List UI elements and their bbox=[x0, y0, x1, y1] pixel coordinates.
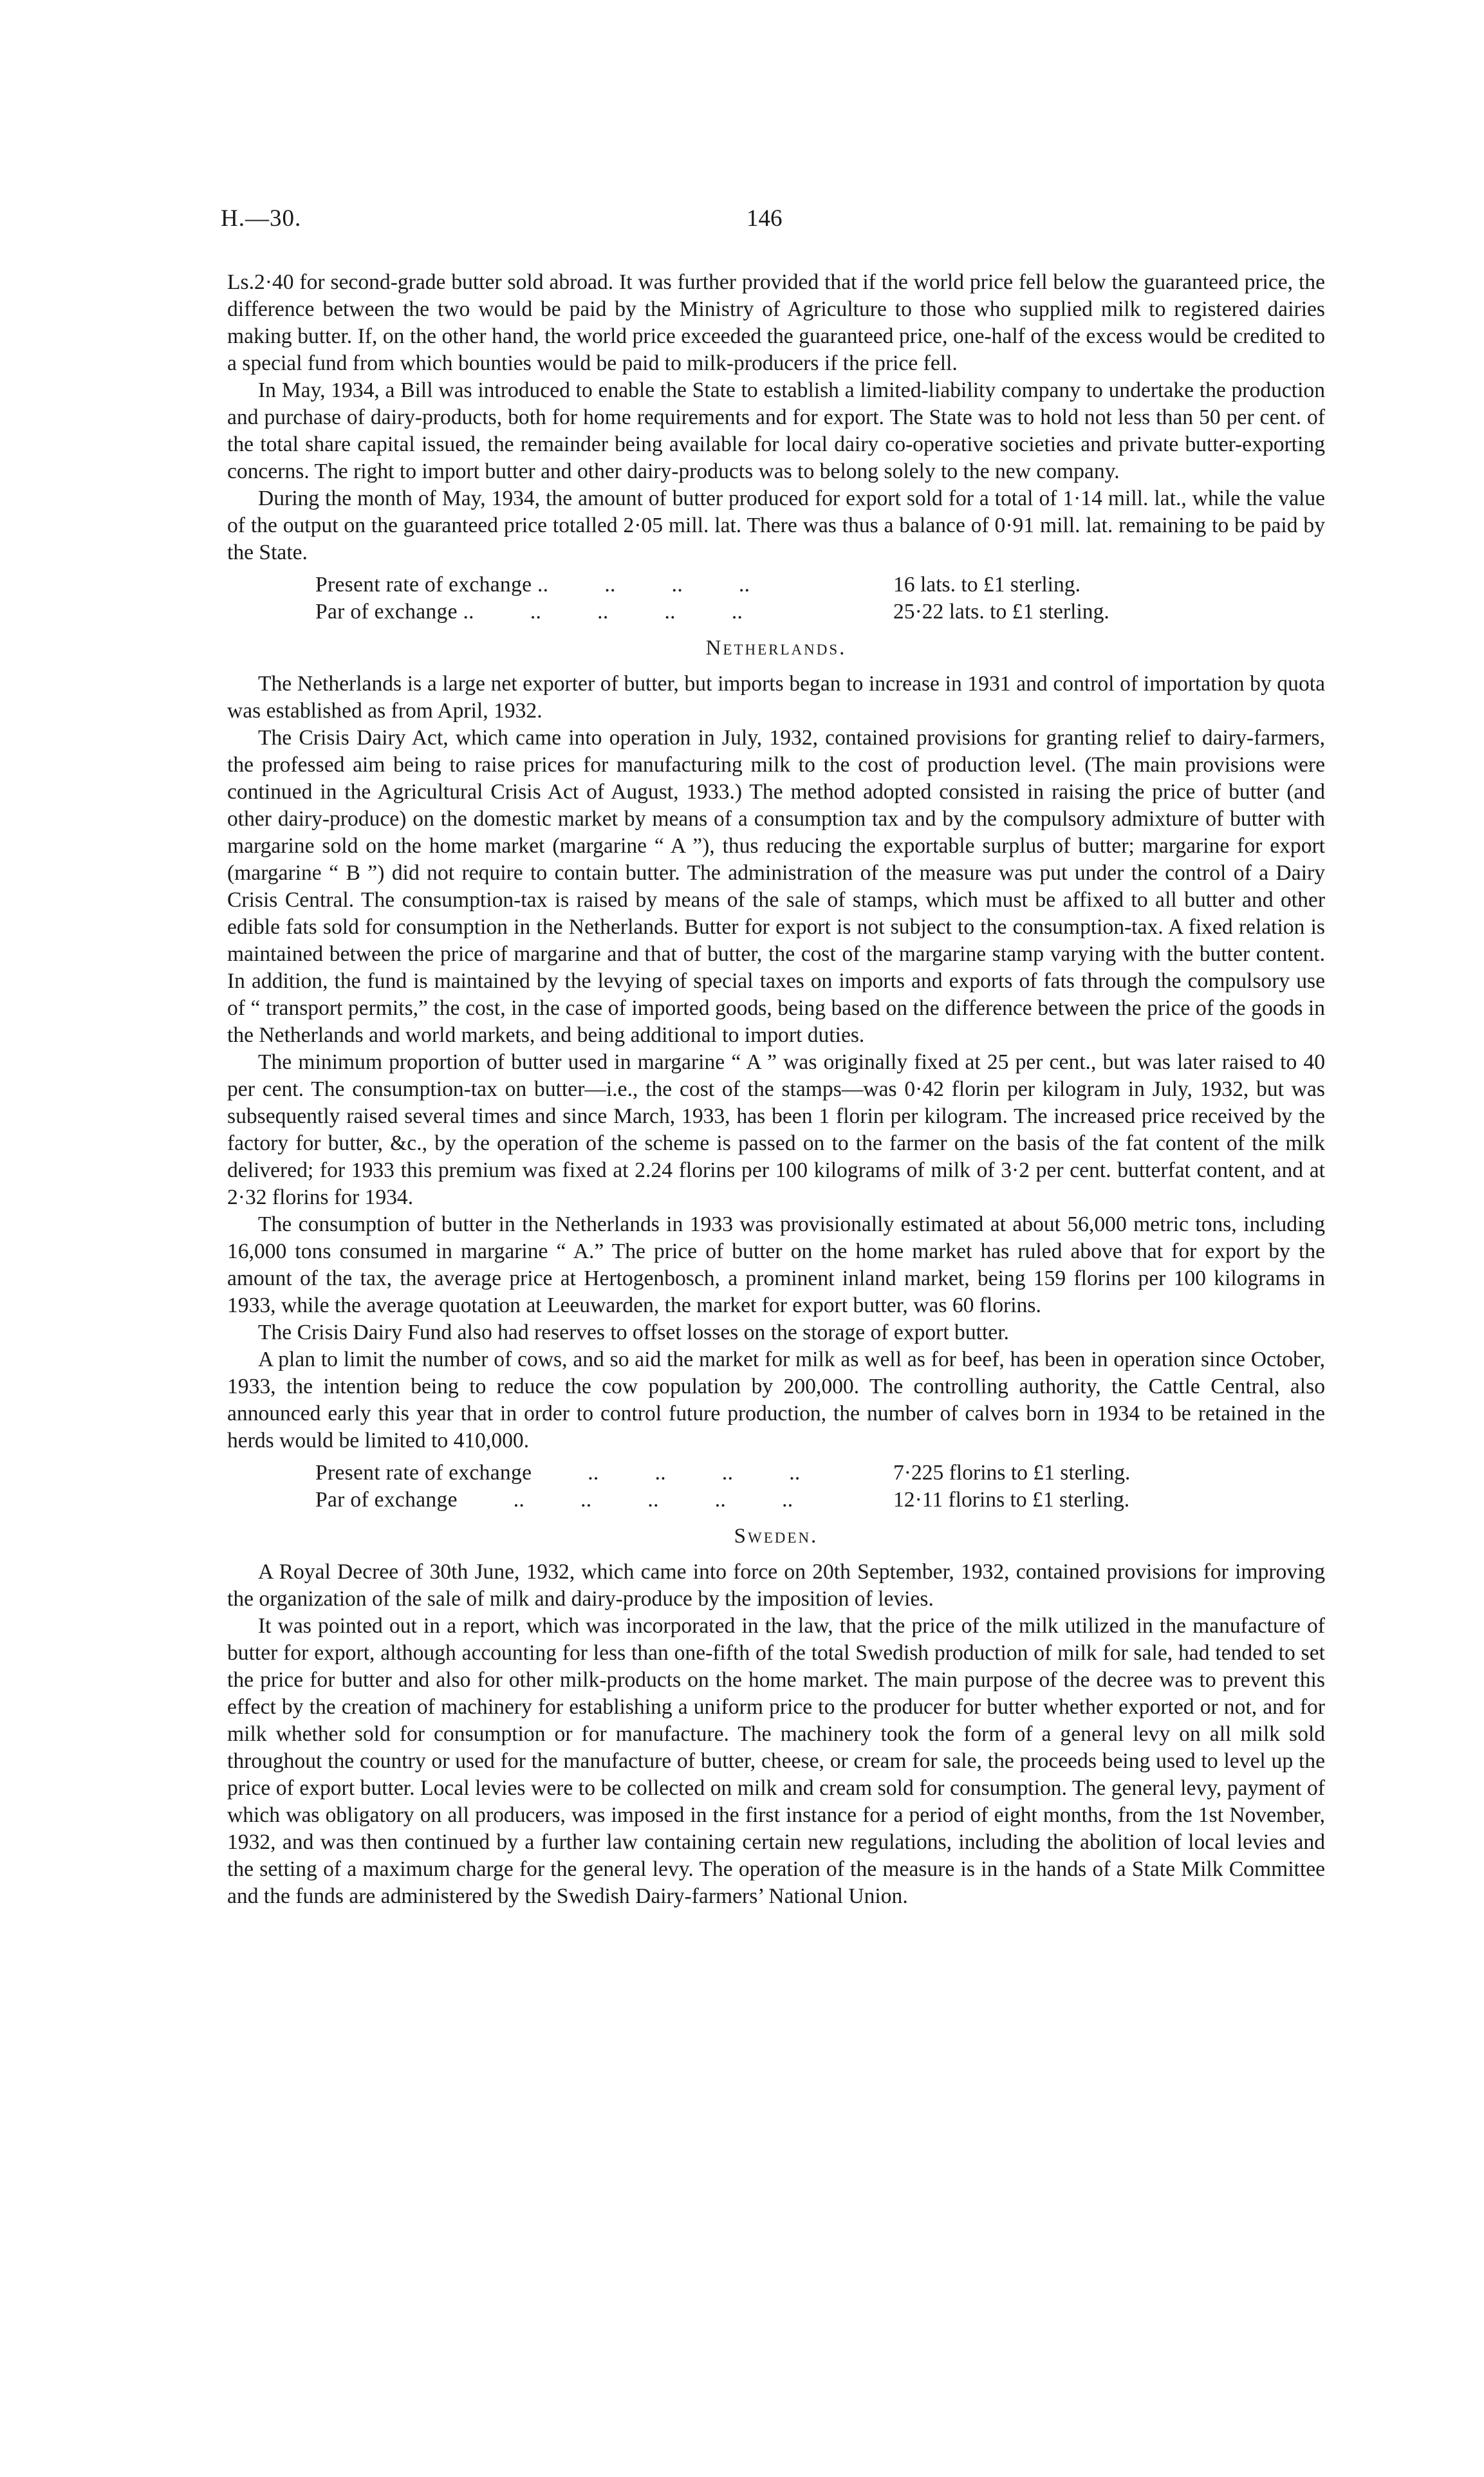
document-reference: H.—30. bbox=[221, 205, 302, 232]
rate-label: Present rate of exchange .. .. .. .. bbox=[315, 573, 750, 597]
netherlands-exchange-rates bbox=[227, 1460, 1325, 1514]
exchange-rate-row bbox=[227, 571, 1325, 598]
exchange-rate-row bbox=[227, 1460, 1325, 1487]
sweden-paragraph: A Royal Decree of 30th June, 1932, which came into force on 20th September, 1932, contained provisions for improving the organization of the sale of milk and dairy-produce by the imposition of levies. bbox=[227, 1560, 1325, 1611]
exchange-rate-row bbox=[227, 1487, 1325, 1514]
netherlands-paragraph: The Netherlands is a large net exporter of butter, but imports began to increase in 1931 and control of importation by quota was established as from April, 1932. bbox=[227, 672, 1325, 723]
netherlands-paragraph: The Crisis Dairy Act, which came into operation in July, 1932, contained provisions for granting relief to dairy-farmers, the professed aim being to raise prices for manufacturing milk to the cost of production level. (The main provisions were continued in the Agricultural Crisis Act of August, 1933.) The method adopted consisted in raising the price of butter (and other dairy-produce) on the domestic market by means of a consumption tax and by the compulsory admixture of butter with margarine sold on the home market (margarine “ A ”), thus reducing the exportable surplus of butter; margarine for export (margarine “ B ”) did not require to contain butter. The administration of the measure was put under the control of a Dairy Crisis Central. The consumption-tax is raised by means of the sale of stamps, which must be affixed to all butter and other edible fats sold for consumption in the Netherlands. Butter for export is not subject to the consumption-tax. A fixed relation is maintained between the price of margarine and that of butter, the cost of the margarine stamp varying with the butter content. In addition, the fund is maintained by the levying of special taxes on imports and exports of fats through the compulsory use of “ transport permits,” the cost, in the case of imported goods, being based on the difference between the price of the goods in the Netherlands and world markets, and being additional to import duties. bbox=[227, 726, 1325, 1047]
rate-value: 25·22 lats. to £1 sterling. bbox=[893, 600, 1109, 624]
section-heading-sweden: Sweden. bbox=[734, 1525, 819, 1548]
rate-label: Present rate of exchange .. .. .. .. bbox=[315, 1461, 801, 1485]
intro-paragraph-2: In May, 1934, a Bill was introduced to enable the State to establish a limited-liability company to undertake the production and purchase of dairy-products, both for home requirements and for export. The State was to hold not less than 50 per cent. of the total share capital issued, the remainder being available for local dairy co-operative societies and private butter-exporting concerns. The right to import butter and other dairy-products was to belong solely to the new company. bbox=[227, 378, 1325, 483]
netherlands-paragraph: The minimum proportion of butter used in margarine “ A ” was originally fixed at 25 per cent., but was later raised to 40 per cent. The consumption-tax on butter—i.e., the cost of the stamps—was 0·42 florin per kilogram in July, 1932, but was subsequently raised several times and since March, 1933, has been 1 florin per kilogram. The increased price received by the factory for butter, &c., by the operation of the scheme is passed on to the farmer on the basis of the fat content of the milk delivered; for 1933 this premium was fixed at 2.24 florins per 100 kilograms of milk of 3·2 per cent. butterfat content, and at 2·32 florins for 1934. bbox=[227, 1050, 1325, 1209]
sweden-paragraph: It was pointed out in a report, which was incorporated in the law, that the price of the milk utilized in the manufacture of butter for export, although accounting for less than one-fifth of the total Swedish production of milk for sale, had tended to set the price for butter and also for other milk-products on the home market. The main purpose of the decree was to prevent this effect by the creation of machinery for establishing a uniform price to the producer for butter whether exported or not, and for milk whether sold for consumption or for manufacture. The machinery took the form of a general levy on all milk sold throughout the country or used for the manufacture of butter, cheese, or cream for sale, the proceeds being used to level up the price of export butter. Local levies were to be collected on milk and cream sold for consumption. The general levy, payment of which was obligatory on all producers, was imposed in the first instance for a period of eight months, from the 1st November, 1932, and was then continued by a further law containing certain new regulations, including the abolition of local levies and the setting of a maximum charge for the general levy. The operation of the measure is in the hands of a State Milk Committee and the funds are administered by the Swedish Dairy-farmers’ National Union. bbox=[227, 1614, 1325, 1908]
rate-value: 16 lats. to £1 sterling. bbox=[893, 573, 1081, 597]
page-number: 146 bbox=[747, 205, 783, 232]
latvia-exchange-rates bbox=[227, 571, 1325, 626]
netherlands-paragraph: The Crisis Dairy Fund also had reserves to offset losses on the storage of export butter. bbox=[258, 1321, 1009, 1344]
netherlands-paragraph: The consumption of butter in the Netherlands in 1933 was provisionally estimated at about 56,000 metric tons, including 16,000 tons consumed in margarine “ A.” The price of butter on the home market has ruled above that for export by the amount of the tax, the average price at Hertogenbosch, a prominent inland market, being 159 florins per 100 kilograms in 1933, while the average quotation at Leeuwarden, the market for export butter, was 60 florins. bbox=[227, 1212, 1325, 1317]
netherlands-paragraph: A plan to limit the number of cows, and so aid the market for milk as well as for beef, has been in operation since October, 1933, the intention being to reduce the cow population by 200,000. The controlling authority, the Cattle Central, also announced early this year that in order to control future production, the number of calves born in 1934 to be retained in the herds would be limited to 410,000. bbox=[227, 1348, 1325, 1452]
rate-value: 7·225 florins to £1 sterling. bbox=[893, 1461, 1131, 1485]
rate-value: 12·11 florins to £1 sterling. bbox=[893, 1488, 1130, 1512]
page-header bbox=[221, 205, 1328, 243]
document-body bbox=[227, 269, 1325, 1910]
rate-label: Par of exchange .. .. .. .. .. bbox=[315, 600, 743, 624]
section-heading-netherlands: Netherlands. bbox=[705, 636, 847, 660]
intro-paragraph-1: Ls.2·40 for second-grade butter sold abroad. It was further provided that if the world price fell below the guaranteed price, the difference between the two would be paid by the Ministry of Agriculture to those who supplied milk to registered dairies making butter. If, on the other hand, the world price exceeded the guaranteed price, one-half of the excess would be credited to a special fund from which bounties would be paid to milk-producers if the price fell. bbox=[227, 270, 1325, 375]
exchange-rate-row bbox=[227, 598, 1325, 626]
intro-paragraph-3: During the month of May, 1934, the amount of butter produced for export sold for a total of 1·14 mill. lat., while the value of the output on the guaranteed price totalled 2·05 mill. lat. There was thus a balance of 0·91 mill. lat. remaining to be paid by the State. bbox=[227, 487, 1325, 564]
rate-label: Par of exchange .. .. .. .. .. bbox=[315, 1488, 793, 1512]
